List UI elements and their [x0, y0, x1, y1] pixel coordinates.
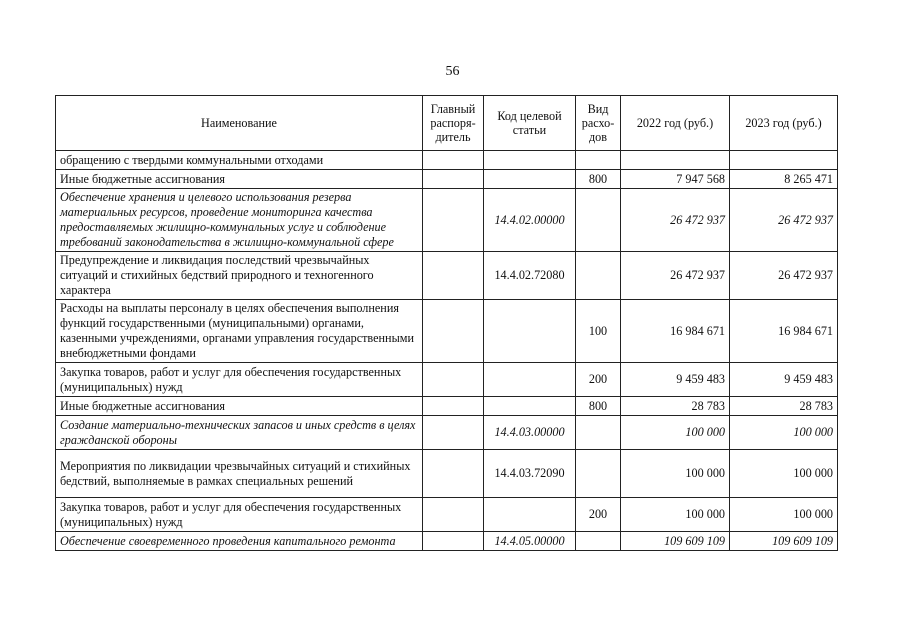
- cell-2023: 26 472 937: [730, 189, 838, 252]
- cell-manager: [423, 189, 484, 252]
- cell-manager: [423, 450, 484, 498]
- cell-code: 14.4.03.00000: [484, 416, 576, 450]
- header-manager: Главный распоря-дитель: [423, 96, 484, 151]
- cell-name: Расходы на выплаты персоналу в целях обеспечения выполнения функций государственными (муниципальными) органами, казенными учреждениями, органами управления государственными внебюджетными фондами: [56, 300, 423, 363]
- table-row: [56, 498, 838, 532]
- cell-manager: [423, 363, 484, 397]
- page-number: 56: [445, 64, 460, 79]
- table-row: [56, 170, 838, 189]
- header-name: Наименование: [56, 96, 423, 151]
- cell-name: Обеспечение хранения и целевого использования резерва материальных ресурсов, проведение мониторинга качества предоставляемых жилищно-коммунальных услуг и соблюдение требований законодательства в жилищно-коммунальной сфере: [56, 189, 423, 252]
- cell-2023: 8 265 471: [730, 170, 838, 189]
- table-row: [56, 363, 838, 397]
- table-row: [56, 397, 838, 416]
- cell-2023: 26 472 937: [730, 252, 838, 300]
- cell-code: [484, 170, 576, 189]
- table-row: [56, 300, 838, 363]
- cell-name: Закупка товаров, работ и услуг для обеспечения государственных (муниципальных) нужд: [56, 363, 423, 397]
- cell-code: [484, 300, 576, 363]
- table-row: [56, 450, 838, 498]
- cell-code: [484, 151, 576, 170]
- cell-code: [484, 397, 576, 416]
- header-2023: 2023 год (руб.): [730, 96, 838, 151]
- cell-manager: [423, 170, 484, 189]
- cell-code: 14.4.02.00000: [484, 189, 576, 252]
- cell-code: 14.4.02.72080: [484, 252, 576, 300]
- cell-2022: 100 000: [621, 416, 730, 450]
- cell-name: Предупреждение и ликвидация последствий чрезвычайных ситуаций и стихийных бедствий природного и техногенного характера: [56, 252, 423, 300]
- header-2022: 2022 год (руб.): [621, 96, 730, 151]
- cell-manager: [423, 397, 484, 416]
- cell-manager: [423, 300, 484, 363]
- cell-code: 14.4.03.72090: [484, 450, 576, 498]
- cell-kind: [576, 151, 621, 170]
- cell-kind: 800: [576, 397, 621, 416]
- cell-name: Мероприятия по ликвидации чрезвычайных ситуаций и стихийных бедствий, выполняемые в рамках специальных решений: [56, 450, 423, 498]
- cell-kind: [576, 252, 621, 300]
- cell-2023: 100 000: [730, 450, 838, 498]
- cell-kind: 200: [576, 498, 621, 532]
- table-row: [56, 151, 838, 170]
- cell-2022: 100 000: [621, 498, 730, 532]
- table-header-row: [56, 96, 838, 151]
- cell-manager: [423, 498, 484, 532]
- cell-2023: [730, 151, 838, 170]
- cell-kind: 200: [576, 363, 621, 397]
- table-row: [56, 252, 838, 300]
- table-row: [56, 416, 838, 450]
- cell-2022: 26 472 937: [621, 252, 730, 300]
- cell-2023: 100 000: [730, 416, 838, 450]
- table-row: [56, 189, 838, 252]
- cell-2022: 28 783: [621, 397, 730, 416]
- cell-manager: [423, 416, 484, 450]
- cell-2023: 9 459 483: [730, 363, 838, 397]
- cell-2023: 100 000: [730, 498, 838, 532]
- cell-kind: [576, 416, 621, 450]
- cell-kind: [576, 189, 621, 252]
- cell-2023: 28 783: [730, 397, 838, 416]
- cell-name: Иные бюджетные ассигнования: [56, 170, 423, 189]
- cell-kind: 800: [576, 170, 621, 189]
- cell-name: Создание материально-технических запасов и иных средств в целях гражданской обороны: [56, 416, 423, 450]
- cell-2022: [621, 151, 730, 170]
- cell-2022: 7 947 568: [621, 170, 730, 189]
- budget-table: [55, 95, 838, 551]
- cell-manager: [423, 151, 484, 170]
- cell-code: [484, 498, 576, 532]
- cell-kind: [576, 450, 621, 498]
- cell-code: [484, 363, 576, 397]
- cell-2022: 9 459 483: [621, 363, 730, 397]
- cell-name: Иные бюджетные ассигнования: [56, 397, 423, 416]
- table-body: [56, 151, 838, 551]
- cell-2023: 16 984 671: [730, 300, 838, 363]
- cell-2023: 109 609 109: [730, 532, 838, 551]
- cell-manager: [423, 252, 484, 300]
- header-code: Код целевой статьи: [484, 96, 576, 151]
- cell-2022: 109 609 109: [621, 532, 730, 551]
- table-row: [56, 532, 838, 551]
- cell-2022: 100 000: [621, 450, 730, 498]
- cell-manager: [423, 532, 484, 551]
- cell-name: Закупка товаров, работ и услуг для обеспечения государственных (муниципальных) нужд: [56, 498, 423, 532]
- cell-2022: 26 472 937: [621, 189, 730, 252]
- cell-name: Обеспечение своевременного проведения капитального ремонта: [56, 532, 423, 551]
- header-kind: Вид расхо-дов: [576, 96, 621, 151]
- cell-2022: 16 984 671: [621, 300, 730, 363]
- cell-name: обращению с твердыми коммунальными отходами: [56, 151, 423, 170]
- cell-kind: 100: [576, 300, 621, 363]
- cell-kind: [576, 532, 621, 551]
- cell-code: 14.4.05.00000: [484, 532, 576, 551]
